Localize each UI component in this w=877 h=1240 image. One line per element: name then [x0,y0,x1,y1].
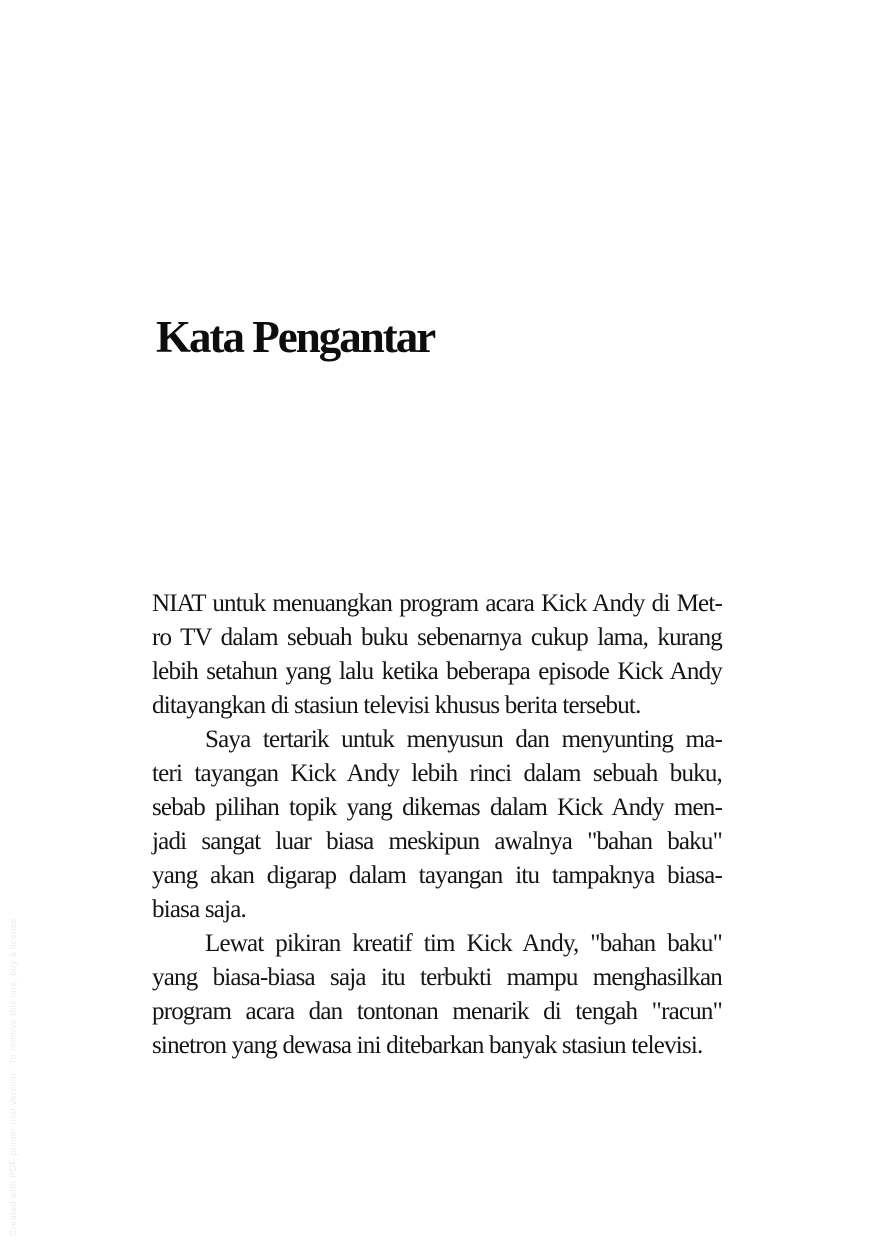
text-line: lebih setahun yang lalu ketika beberapa episode Kick Andy [152,658,722,685]
text-line: NIAT untuk menuangkan program acara Kick Andy di Met- [152,590,722,617]
text-line: jadi sangat luar biasa meskipun awalnya "bahan baku" [152,828,722,855]
text-line: ditayangkan di stasiun televisi khusus berita tersebut. [152,692,641,719]
text-line: Saya tertarik untuk menyusun dan menyunting ma- [205,726,722,753]
text-line: Lewat pikiran kreatif tim Kick Andy, "bahan baku" [205,930,722,957]
text-line: sebab pilihan topik yang dikemas dalam Kick Andy men- [152,794,722,821]
text-line: sinetron yang dewasa ini ditebarkan banyak stasiun televisi. [152,1032,703,1059]
body-text [152,587,722,1063]
watermark-text: Created with PDF printer trial version - To remove this line, buy a license [8,918,18,1236]
text-line: yang biasa-biasa saja itu terbukti mampu menghasilkan [152,964,722,991]
text-line: biasa saja. [152,896,246,923]
text-line: yang akan digarap dalam tayangan itu tampaknya biasa- [152,862,722,889]
text-line: program acara dan tontonan menarik di tengah "racun" [152,998,722,1025]
text-line: ro TV dalam sebuah buku sebenarnya cukup lama, kurang [152,624,722,651]
text-line: teri tayangan Kick Andy lebih rinci dalam sebuah buku, [152,760,722,787]
page-title: Kata Pengantar [156,312,435,363]
